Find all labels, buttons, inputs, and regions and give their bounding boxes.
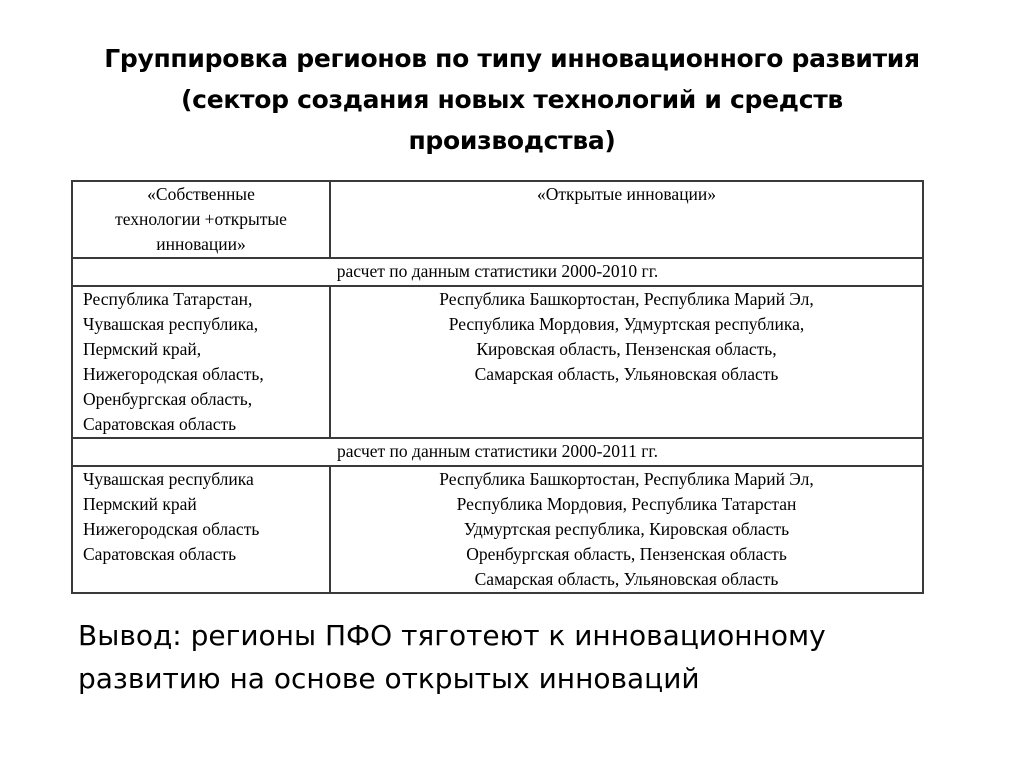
region-grouping-table (71, 180, 924, 594)
header-line: «Открытые инновации» (536, 184, 717, 204)
region-cell-line: Нижегородская область, (83, 364, 264, 384)
header-open-innovations (330, 181, 923, 258)
header-line: «Собственные (147, 184, 255, 204)
conclusion-line-2: развитию на основе открытых инноваций (78, 662, 700, 695)
region-cell-line: Саратовская область (83, 544, 237, 564)
slide-title (40, 38, 984, 161)
region-cell-line: Самарская область, Ульяновская область (474, 569, 779, 589)
own-tech-regions-2010 (72, 286, 330, 438)
table-row (72, 466, 923, 593)
period-label-2000-2010: расчет по данным статистики 2000-2010 гг. (72, 258, 923, 286)
region-cell-line: Республика Башкортостан, Республика Марий Эл, (439, 289, 814, 309)
title-line-2: (сектор создания новых технологий и средств (181, 85, 843, 114)
own-tech-regions-2011 (72, 466, 330, 593)
table-row (72, 286, 923, 438)
region-cell-line: Пермский край (83, 494, 197, 514)
region-cell-line: Республика Башкортостан, Республика Марий Эл, (439, 469, 814, 489)
conclusion-line-1: Вывод: регионы ПФО тяготеют к инновационному (78, 619, 826, 652)
region-cell-line: Чувашская республика, (83, 314, 259, 334)
region-cell-line: Республика Татарстан, (83, 289, 253, 309)
region-cell-line: Пермский край, (83, 339, 202, 359)
period-label-2000-2011: расчет по данным статистики 2000-2011 гг. (72, 438, 923, 466)
open-innovation-regions-2011 (330, 466, 923, 593)
table-header-row (72, 181, 923, 258)
region-cell-line: Республика Мордовия, Удмуртская республика, (448, 314, 805, 334)
conclusion-text (78, 614, 978, 700)
period-row-2000-2010 (72, 258, 923, 286)
period-row-2000-2011 (72, 438, 923, 466)
header-line: инновации» (156, 234, 246, 254)
region-cell-line: Нижегородская область (83, 519, 260, 539)
title-line-3: производства) (408, 126, 616, 155)
region-cell-line: Оренбургская область, (83, 389, 253, 409)
header-own-plus-open-innovations (72, 181, 330, 258)
title-line-1: Группировка регионов по типу инновационного развития (104, 44, 920, 73)
header-line: технологии +открытые (115, 209, 287, 229)
region-cell-line: Саратовская область (83, 414, 237, 434)
region-cell-line: Удмуртская республика, Кировская область (463, 519, 790, 539)
region-cell-line: Республика Мордовия, Республика Татарстан (456, 494, 797, 514)
region-cell-line: Кировская область, Пензенская область, (476, 339, 777, 359)
region-cell-line: Оренбургская область, Пензенская область (466, 544, 787, 564)
region-cell-line: Самарская область, Ульяновская область (474, 364, 779, 384)
open-innovation-regions-2010 (330, 286, 923, 438)
region-cell-line: Чувашская республика (83, 469, 254, 489)
